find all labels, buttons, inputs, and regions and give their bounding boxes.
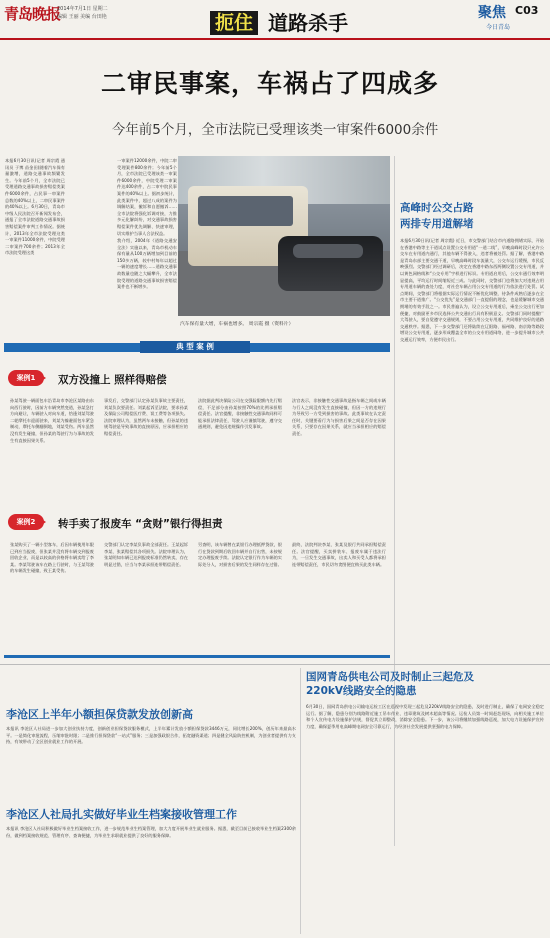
case2-column-3: 另查明，该车辆曾在某银行办理抵押贷款，银行在贷款到期后收回车辆并自行出售，未按规定办理报废手续。法院认定银行作为车辆的实际处分人，对损害后果的发生同样存在过错。: [198, 542, 282, 567]
article3-title: 国网青岛供电公司及时制止三起危及220kV线路安全的隐患: [306, 671, 474, 697]
case1-column-3: 法院据此判决保险公司在交强险限额内先行赔偿，不足部分由孙某按照70%的比例承担赔偿责任。法官提醒，非接触性交通事故同样可能承担法律责任，驾驶人应谨慎驾驶，遵守交通规则，避免因违规操作引发事故。: [198, 398, 282, 430]
case1-badge: 案例1: [8, 370, 44, 386]
cases-bottom-bar: [4, 655, 390, 658]
sidebar-title-2: 两排专用道解堵: [400, 218, 474, 230]
newspaper-logo: 青岛晚报: [4, 5, 61, 23]
lead-column-2: 一审案件12000余件，中院二审受理案件800余件；今年前5个月，全市法院已受理该类一审案件6000余件，中院受理二审案件达400余件，占二审中院民事案件的40%以上。据初步统计，此类案件中，超过八成的案件为调解结案，撤诉和自愿撤诉……全市法院将强化诉调对接，力推多元化解纠纷，对交通事故损害赔偿案件优先调解、快速审理，切实维护当事人合法权益。: [117, 158, 177, 236]
case1-column-1: 孙某驾驶一辆面包车沿青岛市李沧区某路由东向西行驶时，因前方车辆突然变道，孙某急打方向避让，车辆驶入对向车道，恰逢刘某驾驶二轮摩托车迎面驶来，刘某为躲避面包车紧急制动，摩托车侧翻倒地，刘某受伤。两车虽然没有发生碰撞，但孙某的驾驶行为与事故的发生有直接因果关系。: [10, 398, 94, 443]
sidebar-body: 本报6月30日讯(记者 周宗霞) 近日，市交警部门结合市内道路拥堵实际，开始在香港中路等主干道试点设置公交专用道“一道二线”，早晚高峰时段只允许公交车在专用道内通行，其他车辆不得驶入，违者将被处罚。据了解，香港中路是青岛东部主要交通干道，早晚高峰时段车流量大，公交车运行缓慢，市民反映强烈。交警部门经过调研后，决定在香港中路东西两侧设置公交专用道，并以黄色网格线和“公交专用”字样进行标识。专用道启用后，公交车通行效率明显提高，平均运行时间缩短近三成。与此同时，交警部门也将加大对违规占用专用道车辆的查处力度，对社会车辆占用公交专用道的行为依法进行处罚。试点期间，交警部门将根据实际运行情况不断优化调整，待条件成熟后逐步在全市主要干道推广。“公交优先”是交通部门一直提倡的理念，也是缓解城市交通拥堵的有效手段之一。市民普遍认为，设立公交专用道后，乘坐公交出行更加便捷，对鼓励更多市民选择公共交通出行具有积极意义。交警部门同时提醒广大驾驶人，要自觉遵守交通规则，不要占用公交专用道，共同维护良好的道路交通秩序。据悉，下一步交警部门还将陆续在辽阳路、福州路、南京路等路段增设公交专用道，逐步形成覆盖全市的公交专用道网络，进一步提升城市公共交通运行效率，方便市民出行。: [400, 238, 544, 342]
case2-column-1: 张某购买了一辆小型客车，后因车辆使用年限已到应当报废，但张某并没有将车辆交到报废回收企业，而是以较高的价格将车辆卖给了李某。李某驾驶该车在路上行驶时，与王某驾驶的车辆发生碰撞，致王某受伤。: [10, 542, 94, 574]
bottom-divider: [300, 668, 301, 934]
section-sub: 今日青岛: [486, 24, 511, 31]
page-number: C03: [515, 4, 539, 17]
case1-column-4: 法官表示，非接触性交通事故是指车辆之间或车辆与行人之间没有发生直接碰撞，但因一方的违规行为导致另一方受到损害的事故。此类事故在认定责任时，关键要看行为与损害后果之间是否存在因果关系，只要存在因果关系，就应当承担相应的赔偿责任。: [292, 398, 386, 436]
case2-title: 转手卖了报废车 “贪财”银行得担责: [58, 518, 223, 530]
photo-caption: 汽车保有量大增，车祸也增多。 周宗霞 摄（资料片）: [180, 322, 294, 327]
cases-header: 典 型 案 例: [140, 341, 250, 353]
case1-title: 双方没撞上 照样得赔偿: [58, 374, 167, 386]
editor-line: 编辑 王丽 美编 台田艳: [57, 14, 107, 20]
main-headline: 二审民事案，车祸占了四成多: [100, 69, 439, 98]
accident-photo: [178, 156, 390, 316]
lead-column-1: 本报6月30日讯(记者 周宗霞 通讯员 于博 苗金田)随着汽车保有量激增，道路交通事故频繁发生。今年前5个月，全市法院已受理道路交通事故损害赔偿类案件6000余件，占民事一审案件总数的40%以上，二审民事案件的40%以上。6月30日，青岛市中级人民法院召开新闻发布会，通报了全市法院道路交通事故损害赔偿案件审判工作情况。据统计，2013年全市法院受理这类一审案件11000余件，中院受理二审案件700余件；2013年全市法院受理这类: [5, 158, 65, 256]
case2-column-2: 交警部门认定李某负事故全部责任。王某起诉李某、张某赔偿其各项损失。法院审理认为，张某明知车辆已达到报废标准仍然转卖，存在明显过错，应当与李某承担连带赔偿责任。: [104, 542, 188, 567]
masthead-rule: [0, 38, 550, 40]
sub-headline: 今年前5个月，全市法院已受理该类一审案件6000余件: [111, 122, 439, 138]
sidebar-title-1: 高峰时公交占路: [400, 202, 474, 214]
banner-prefix: 扼住: [210, 11, 258, 35]
banner-title: 道路杀手: [268, 11, 348, 35]
section-name: 聚焦: [478, 5, 506, 21]
lead-column-3: 我介绍，2004年《道路交通安全法》实施以来，青岛市机动车保有量从100万辆增加到目前的150多万辆，较中村每年以超过一辆的速度增长……道路交通事故数量也随之大幅攀升，全市法院受理的道路交通事故损害赔偿案件也不断增多。: [117, 238, 177, 290]
photo-bus-window: [198, 196, 293, 226]
case1-badge-tail: [40, 374, 46, 382]
article3-body: 6月30日，国网青岛供电公司输电运检工区在巡视中发现三起危及220kV线路安全的隐患，及时进行制止，确保了电网安全稳定运行。据了解，隐患分别为线路附近施工吊车作业、违章建筑及树木超高等情况。运检人员第一时间赶赴现场，向相关施工单位和个人宣传电力设施保护法规，督促其立即整改，消除安全隐患。下一步，该公司将继续加强线路巡视，加大电力设施保护宣传力度，确保夏季用电高峰期电网安全可靠运行，为经济社会发展提供坚强的电力保障。: [306, 704, 544, 729]
case2-badge: 案例2: [8, 514, 44, 530]
article1-title: 李沧区上半年小额担保贷款发放创新高: [6, 708, 193, 721]
article1-body: 本报讯 李沧区人社局进一步加大创业扶持力度，创新创业担保贷款服务模式，上半年累计发放小额担保贷款3446万元，同比增长200%，创历年来最高水平。一是简化审批流程，压缩审批时限；二是推行担保贷款“一站式”服务；三是加强政银合作，拓宽融资渠道；四是健全风险防控机制，为创业者提供有力支持，有效带动了全区创业就业工作的开展。: [6, 726, 296, 745]
case1-column-2: 事发后，交警部门认定孙某负事故主要责任，刘某负次要责任。刘某起诉至法院，要求孙某及保险公司赔偿医疗费、误工费等各项损失。法院审理认为，虽然两车未接触，但孙某的违规驾驶是导致事故的直接原因，应承担相应的赔偿责任。: [104, 398, 188, 436]
date-line: 2014年7月1日 星期二: [57, 6, 108, 12]
article2-body: 本报讯 李沧区人社局积极做好毕业生档案接收工作，进一步规范毕业生档案管理，加大力度开展毕业生就业服务。据悉，截至目前已接收毕业生档案2300余份，做到档案接收规范、管理有序、查询便捷，为毕业生求职就业提供了良好的服务保障。: [6, 826, 296, 838]
case2-badge-tail: [40, 518, 46, 526]
photo-car-highlight: [293, 244, 363, 258]
case2-column-4: 最终，法院判决李某、张某及银行共同承担赔偿责任。法官提醒，买卖拼装车、报废车属于违法行为，一旦发生交通事故，出卖人和买受人都将承担连带赔偿责任，市民切勿贪图便宜购买此类车辆。: [292, 542, 386, 567]
article2-title: 李沧区人社局扎实做好毕业生档案接收管理工作: [6, 808, 237, 821]
bottom-top-rule: [0, 664, 550, 665]
masthead: [0, 0, 550, 40]
